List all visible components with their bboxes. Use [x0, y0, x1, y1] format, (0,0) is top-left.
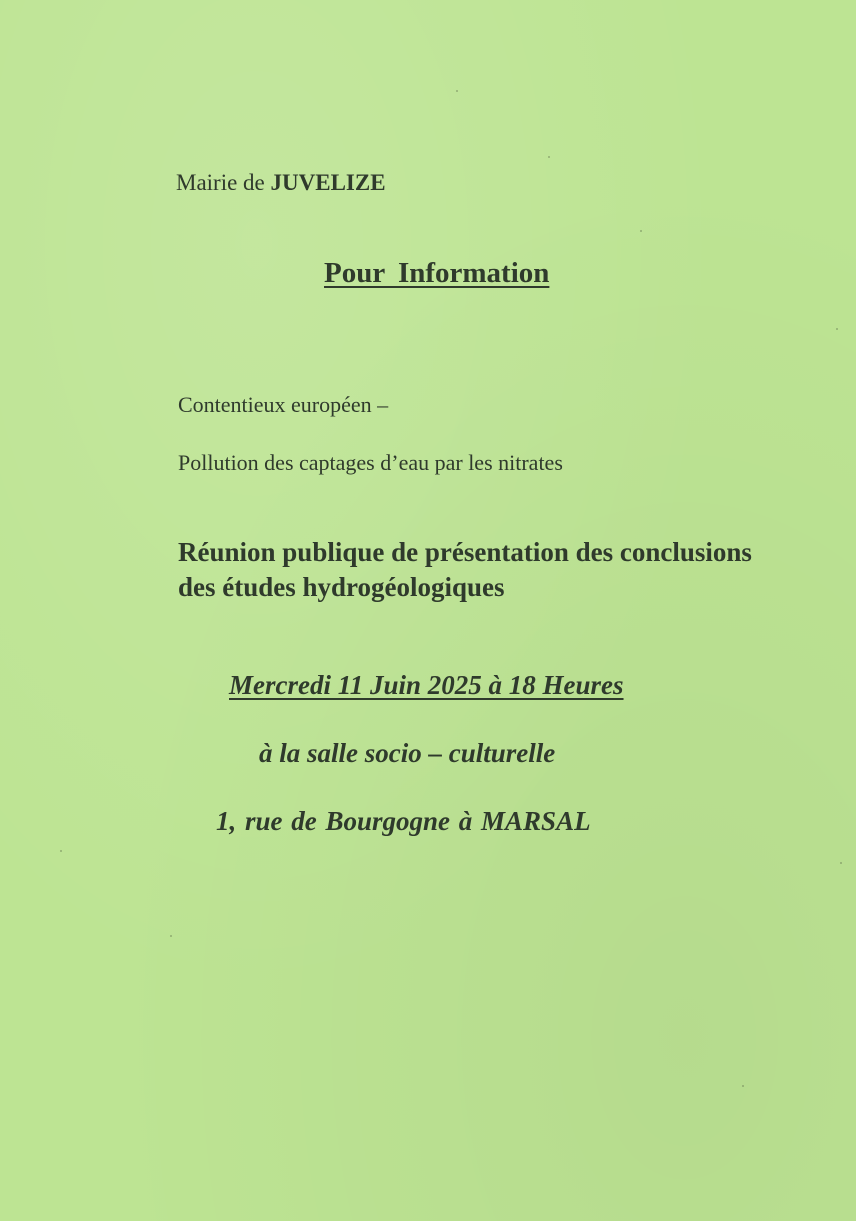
paper-speck: [170, 935, 172, 937]
paper-speck: [548, 156, 550, 158]
meeting-line-1: Réunion publique de présentation des conclusions: [178, 537, 752, 567]
paper-speck: [456, 90, 458, 92]
meeting-date: Mercredi 11 Juin 2025 à 18 Heures: [229, 670, 624, 700]
sender-name: JUVELIZE: [270, 170, 386, 195]
paper-speck: [640, 230, 642, 232]
sender-line: [176, 170, 386, 196]
paper-speck: [742, 1085, 744, 1087]
paper-speck: [60, 850, 62, 852]
notice-title: Pour Information: [324, 257, 550, 289]
meeting-line-2: des études hydrogéologiques: [178, 572, 505, 602]
meeting-venue: à la salle socio – culturelle: [259, 738, 556, 768]
subject-line-1: Contentieux européen –: [178, 392, 389, 417]
sender-prefix: Mairie de: [176, 170, 265, 195]
paper-speck: [836, 328, 838, 330]
meeting-heading: [178, 535, 752, 605]
meeting-address: 1, rue de Bourgogne à MARSAL: [216, 806, 591, 836]
paper-speck: [840, 862, 842, 864]
subject-line-2: Pollution des captages d’eau par les nitrates: [178, 450, 563, 475]
